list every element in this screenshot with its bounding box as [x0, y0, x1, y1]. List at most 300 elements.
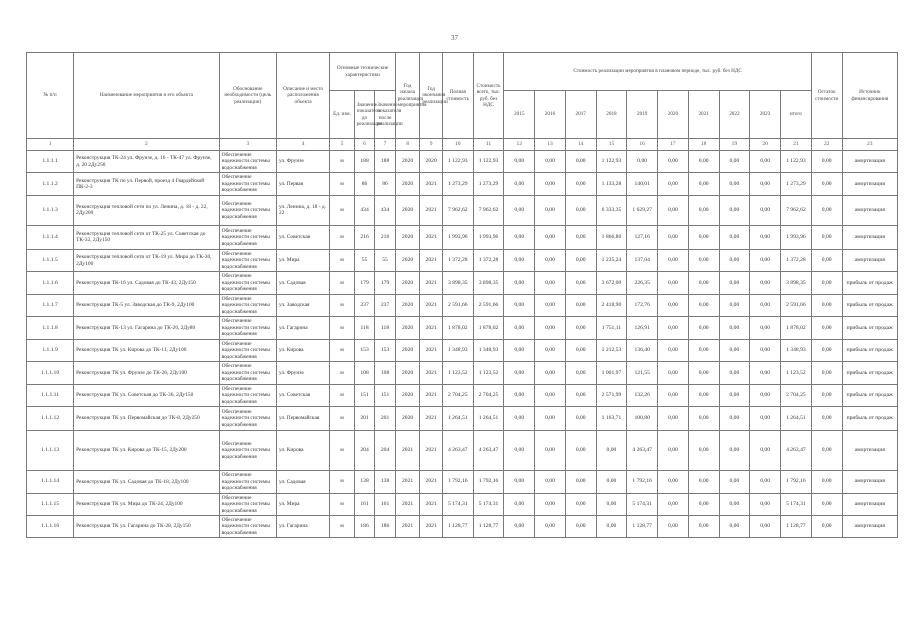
cost-total: 2 591,66 [473, 294, 504, 316]
unit-cell: м [330, 384, 355, 406]
year-cost: 0,00 [535, 384, 566, 406]
year-end: 2021 [420, 195, 443, 225]
location-cell: ул. Садовая [276, 471, 329, 493]
year-cost: 0,00 [688, 407, 719, 431]
year-cost: 0,00 [719, 362, 750, 384]
object-name: Реконструкция тепловой сети от ТК-25 ул. Советская до ТК-32, 2Ду150 [74, 225, 219, 249]
purpose-cell: Обеспечение надежности системы водоснабжения [219, 407, 276, 431]
column-index-cell: 23 [842, 139, 897, 151]
year-cost: 0,00 [504, 173, 535, 195]
year-cost: 0,00 [719, 317, 750, 339]
cost-total: 1 122,93 [473, 151, 504, 173]
year-total: 1 878,02 [780, 317, 811, 339]
year-cost: 137,04 [627, 249, 658, 271]
purpose-cell: Обеспечение надежности системы водоснабжения [219, 225, 276, 249]
column-index-cell: 20 [750, 139, 781, 151]
year-cost: 0,00 [627, 151, 658, 173]
column-index-cell: 4 [276, 139, 329, 151]
year-cost: 1 792,16 [627, 471, 658, 493]
row-number: 1.1.1.13 [27, 431, 74, 471]
year-total: 2 704,25 [780, 384, 811, 406]
value-after: 108 [375, 362, 396, 384]
source-cell: амортизация [842, 249, 897, 271]
cost-full: 1 273,29 [442, 173, 473, 195]
year-cost: 0,00 [565, 515, 596, 537]
object-name: Реконструкция тепловой сети по ул. Ленина, д. 18 - д. 22, 2Ду200 [74, 195, 219, 225]
year-cost: 0,00 [719, 195, 750, 225]
column-index-cell: 22 [811, 139, 842, 151]
year-end: 2021 [420, 407, 443, 431]
object-name: Реконструкция ТК-16 ул. Садовая до ТК-43, 2Ду150 [74, 272, 219, 294]
source-cell: прибыль от продаж [842, 272, 897, 294]
year-cost: 0,00 [658, 151, 689, 173]
year-start: 2020 [395, 173, 420, 195]
purpose-cell: Обеспечение надежности системы водоснабжения [219, 272, 276, 294]
year-total: 3 898,35 [780, 272, 811, 294]
row-number: 1.1.1.10 [27, 362, 74, 384]
header-year-end: Год окончания реализации [420, 53, 443, 139]
year-start: 2021 [395, 493, 420, 515]
source-cell: прибыль от продаж [842, 339, 897, 361]
year-cost: 0,00 [719, 384, 750, 406]
year-cost: 226,35 [627, 272, 658, 294]
year-cost: 1 751,11 [596, 317, 627, 339]
year-cost: 2 418,90 [596, 294, 627, 316]
year-cost: 0,00 [565, 317, 596, 339]
year-cost: 0,00 [535, 515, 566, 537]
year-cost: 0,00 [658, 362, 689, 384]
year-start: 2021 [395, 471, 420, 493]
year-start: 2020 [395, 151, 420, 173]
value-after: 237 [375, 294, 396, 316]
year-cost: 0,00 [535, 493, 566, 515]
location-cell: ул. Советская [276, 384, 329, 406]
column-index-cell: 21 [780, 139, 811, 151]
year-cost: 0,00 [750, 317, 781, 339]
year-cost: 5 174,31 [627, 493, 658, 515]
object-name: Реконструкция ТК-5 ул. Заводская до ТК-9, 2Ду100 [74, 294, 219, 316]
column-index-cell: 19 [719, 139, 750, 151]
cost-total: 1 878,02 [473, 317, 504, 339]
year-cost: 0,00 [565, 294, 596, 316]
header-purpose: Обоснование необходимости (цель реализации) [219, 53, 276, 139]
header-year: 2020 [658, 91, 689, 139]
cost-total: 1 372,28 [473, 249, 504, 271]
remaining-cell: 0,00 [811, 493, 842, 515]
year-cost: 0,00 [565, 249, 596, 271]
value-before: 186 [354, 515, 374, 537]
year-cost: 0,00 [535, 249, 566, 271]
column-index-cell: 17 [658, 139, 689, 151]
location-cell: ул. Первомайская [276, 407, 329, 431]
value-before: 151 [354, 384, 374, 406]
year-cost: 0,00 [658, 384, 689, 406]
cost-total: 2 704,25 [473, 384, 504, 406]
year-cost: 0,00 [719, 272, 750, 294]
year-cost: 0,00 [750, 384, 781, 406]
cost-total: 1 128,77 [473, 515, 504, 537]
remaining-cell: 0,00 [811, 173, 842, 195]
year-cost: 132,26 [627, 384, 658, 406]
object-name: Реконструкция ТК ул. Мира до ТК-24, 2Ду100 [74, 493, 219, 515]
column-index-cell: 8 [395, 139, 420, 151]
column-index-cell: 18 [688, 139, 719, 151]
year-cost: 1 235,24 [596, 249, 627, 271]
year-cost: 0,00 [750, 515, 781, 537]
table-row [27, 195, 898, 225]
year-cost: 0,00 [719, 339, 750, 361]
cost-full: 1 348,93 [442, 339, 473, 361]
year-cost: 1 866,80 [596, 225, 627, 249]
table-row [27, 515, 898, 537]
source-cell: амортизация [842, 431, 897, 471]
year-start: 2020 [395, 225, 420, 249]
header-year: 2015 [504, 91, 535, 139]
header-year: 2022 [719, 91, 750, 139]
year-total: 1 122,93 [780, 151, 811, 173]
purpose-cell: Обеспечение надежности системы водоснабжения [219, 249, 276, 271]
cost-full: 2 704,25 [442, 384, 473, 406]
year-cost: 1 001,97 [596, 362, 627, 384]
year-start: 2020 [395, 294, 420, 316]
location-cell: ул. Ленина, д. 18 - д. 22 [276, 195, 329, 225]
year-start: 2020 [395, 407, 420, 431]
value-after: 55 [375, 249, 396, 271]
cost-full: 1 264,51 [442, 407, 473, 431]
year-cost: 0,00 [719, 407, 750, 431]
object-name: Реконструкция ТК ул. Фрунзе до ТК-26, 2Ду100 [74, 362, 219, 384]
year-cost: 0,00 [719, 515, 750, 537]
object-name: Реконструкция ТК по ул. Первой, проезд 4 Гвардейской ПК-2-3 [74, 173, 219, 195]
year-cost: 0,00 [565, 471, 596, 493]
year-cost: 0,00 [750, 471, 781, 493]
year-cost: 0,00 [535, 317, 566, 339]
row-number: 1.1.1.6 [27, 272, 74, 294]
remaining-cell: 0,00 [811, 431, 842, 471]
year-total: 1 264,51 [780, 407, 811, 431]
year-cost: 1 133,28 [596, 173, 627, 195]
location-cell: ул. Кирова [276, 431, 329, 471]
year-cost: 1 163,71 [596, 407, 627, 431]
row-number: 1.1.1.9 [27, 339, 74, 361]
value-before: 86 [354, 173, 374, 195]
value-before: 179 [354, 272, 374, 294]
year-cost: 0,00 [658, 407, 689, 431]
table-row [27, 362, 898, 384]
investment-table [26, 52, 898, 538]
year-cost: 100,80 [627, 407, 658, 431]
table-row [27, 151, 898, 173]
unit-cell: м [330, 195, 355, 225]
year-cost: 0,00 [535, 362, 566, 384]
object-name: Реконструкция ТК ул. Кирова до ТК-15, 2Ду200 [74, 431, 219, 471]
column-index-cell: 12 [504, 139, 535, 151]
unit-cell: м [330, 294, 355, 316]
year-cost: 0,00 [596, 493, 627, 515]
year-cost: 0,00 [750, 249, 781, 271]
year-cost: 0,00 [658, 173, 689, 195]
year-cost: 0,00 [658, 493, 689, 515]
header-year: 2021 [688, 91, 719, 139]
year-cost: 0,00 [750, 195, 781, 225]
cost-total: 7 962,62 [473, 195, 504, 225]
year-cost: 0,00 [565, 151, 596, 173]
unit-cell: м [330, 493, 355, 515]
year-cost: 0,00 [719, 151, 750, 173]
cost-total: 4 263,47 [473, 431, 504, 471]
row-number: 1.1.1.4 [27, 225, 74, 249]
cost-full: 3 898,35 [442, 272, 473, 294]
cost-total: 1 993,96 [473, 225, 504, 249]
year-cost: 0,00 [719, 225, 750, 249]
year-start: 2020 [395, 272, 420, 294]
year-cost: 0,00 [535, 407, 566, 431]
row-number: 1.1.1.7 [27, 294, 74, 316]
year-start: 2020 [395, 195, 420, 225]
year-start: 2021 [395, 515, 420, 537]
year-cost: 4 263,47 [627, 431, 658, 471]
year-end: 2021 [420, 384, 443, 406]
column-index-cell: 5 [330, 139, 355, 151]
purpose-cell: Обеспечение надежности системы водоснабжения [219, 173, 276, 195]
purpose-cell: Обеспечение надежности системы водоснабжения [219, 493, 276, 515]
page-number: 37 [451, 34, 458, 42]
column-index-cell: 2 [74, 139, 219, 151]
year-cost: 121,55 [627, 362, 658, 384]
year-end: 2021 [420, 515, 443, 537]
unit-cell: м [330, 317, 355, 339]
object-name: Реконструкция ТК ул. Гагарина до ТК-28, 2Ду150 [74, 515, 219, 537]
cost-total: 1 273,29 [473, 173, 504, 195]
year-total: 1 372,28 [780, 249, 811, 271]
object-name: Реконструкция ТК-13 ул. Гагарина до ТК-20, 2Ду80 [74, 317, 219, 339]
table-row [27, 272, 898, 294]
year-cost: 0,00 [688, 317, 719, 339]
column-index-cell: 7 [375, 139, 396, 151]
year-cost: 127,16 [627, 225, 658, 249]
year-start: 2020 [395, 339, 420, 361]
object-name: Реконструкция ТК ул. Кирова до ТК-11, 2Ду100 [74, 339, 219, 361]
year-cost: 0,00 [688, 339, 719, 361]
year-cost: 0,00 [719, 173, 750, 195]
value-after: 118 [375, 317, 396, 339]
remaining-cell: 0,00 [811, 225, 842, 249]
remaining-cell: 0,00 [811, 249, 842, 271]
source-cell: амортизация [842, 515, 897, 537]
year-cost: 0,00 [565, 384, 596, 406]
year-cost: 1 629,27 [627, 195, 658, 225]
year-cost: 0,00 [658, 249, 689, 271]
year-start: 2020 [395, 362, 420, 384]
year-cost: 0,00 [535, 471, 566, 493]
unit-cell: м [330, 151, 355, 173]
remaining-cell: 0,00 [811, 195, 842, 225]
object-name: Реконструкция тепловой сети от ТК-19 ул. Мира до ТК-30, 2Ду100 [74, 249, 219, 271]
year-cost: 172,76 [627, 294, 658, 316]
remaining-cell: 0,00 [811, 362, 842, 384]
year-cost: 0,00 [535, 431, 566, 471]
object-name: Реконструкция ТК ул. Первомайская до ТК-8, 2Ду250 [74, 407, 219, 431]
year-cost: 0,00 [688, 272, 719, 294]
year-cost: 0,00 [565, 272, 596, 294]
year-start: 2021 [395, 431, 420, 471]
year-cost: 0,00 [535, 151, 566, 173]
year-end: 2021 [420, 225, 443, 249]
table-row [27, 493, 898, 515]
purpose-cell: Обеспечение надежности системы водоснабжения [219, 339, 276, 361]
year-total: 1 273,29 [780, 173, 811, 195]
column-index-cell: 16 [627, 139, 658, 151]
year-cost: 0,00 [658, 471, 689, 493]
year-cost: 0,00 [750, 339, 781, 361]
purpose-cell: Обеспечение надежности системы водоснабжения [219, 431, 276, 471]
year-end: 2021 [420, 173, 443, 195]
cost-full: 2 591,66 [442, 294, 473, 316]
table-body [27, 151, 898, 538]
year-cost: 0,00 [504, 407, 535, 431]
year-cost: 0,00 [719, 294, 750, 316]
unit-cell: м [330, 272, 355, 294]
year-cost: 0,00 [688, 471, 719, 493]
remaining-cell: 0,00 [811, 471, 842, 493]
value-before: 138 [354, 471, 374, 493]
year-cost: 0,00 [535, 195, 566, 225]
source-cell: прибыль от продаж [842, 384, 897, 406]
year-total: 5 174,31 [780, 493, 811, 515]
cost-full: 7 962,62 [442, 195, 473, 225]
header-year: 2017 [565, 91, 596, 139]
cost-full: 1 372,28 [442, 249, 473, 271]
table-row [27, 225, 898, 249]
column-index-cell: 13 [535, 139, 566, 151]
header-after: Значение показателя после реализации [375, 91, 396, 139]
year-cost: 0,00 [750, 431, 781, 471]
year-cost: 0,00 [565, 431, 596, 471]
row-number: 1.1.1.15 [27, 493, 74, 515]
source-cell: прибыль от продаж [842, 317, 897, 339]
year-total: 2 591,66 [780, 294, 811, 316]
unit-cell: м [330, 471, 355, 493]
value-before: 216 [354, 225, 374, 249]
year-cost: 0,00 [535, 339, 566, 361]
header-cost-prev: Полная стоимость [442, 53, 473, 139]
value-before: 434 [354, 195, 374, 225]
column-index-cell: 6 [354, 139, 374, 151]
value-after: 434 [375, 195, 396, 225]
year-cost: 0,00 [688, 195, 719, 225]
purpose-cell: Обеспечение надежности системы водоснабжения [219, 151, 276, 173]
year-cost: 0,00 [688, 151, 719, 173]
header-cost-total: Стоимость всего, тыс. руб. без НДС [473, 53, 504, 139]
cost-full: 1 792,16 [442, 471, 473, 493]
year-cost: 0,00 [504, 471, 535, 493]
remaining-cell: 0,00 [811, 317, 842, 339]
unit-cell: м [330, 339, 355, 361]
header-year: 2019 [627, 91, 658, 139]
year-cost: 0,00 [504, 151, 535, 173]
year-cost: 0,00 [719, 493, 750, 515]
year-cost: 0,00 [688, 225, 719, 249]
year-cost: 0,00 [688, 294, 719, 316]
column-index-cell: 3 [219, 139, 276, 151]
column-index-cell: 9 [420, 139, 443, 151]
year-total: 7 962,62 [780, 195, 811, 225]
source-cell: амортизация [842, 471, 897, 493]
cost-total: 1 123,52 [473, 362, 504, 384]
source-cell: амортизация [842, 151, 897, 173]
year-total: 1 348,93 [780, 339, 811, 361]
year-end: 2021 [420, 294, 443, 316]
year-cost: 0,00 [688, 515, 719, 537]
year-total: 1 128,77 [780, 515, 811, 537]
year-cost: 0,00 [688, 493, 719, 515]
cost-full: 1 993,96 [442, 225, 473, 249]
value-after: 204 [375, 431, 396, 471]
cost-total: 1 264,51 [473, 407, 504, 431]
year-end: 2020 [420, 151, 443, 173]
remaining-cell: 0,00 [811, 407, 842, 431]
year-end: 2021 [420, 493, 443, 515]
year-cost: 0,00 [658, 272, 689, 294]
unit-cell: м [330, 362, 355, 384]
year-end: 2021 [420, 317, 443, 339]
year-cost: 0,00 [504, 249, 535, 271]
header-tech-group: Основные технические характеристики [330, 53, 396, 91]
location-cell: ул. Мира [276, 493, 329, 515]
cost-full: 1 122,93 [442, 151, 473, 173]
location-cell: ул. Заводская [276, 294, 329, 316]
table-row [27, 249, 898, 271]
location-cell: ул. Фрунзе [276, 362, 329, 384]
object-name: Реконструкция ТК-24 ул. Фрунзе, д. 16 - ТК-47 ул. Фрунзе, д. 20 2Ду250 [74, 151, 219, 173]
cost-full: 4 263,47 [442, 431, 473, 471]
cost-total: 5 174,31 [473, 493, 504, 515]
value-before: 201 [354, 407, 374, 431]
value-before: 188 [354, 151, 374, 173]
year-end: 2021 [420, 249, 443, 271]
value-after: 188 [375, 151, 396, 173]
table-row [27, 339, 898, 361]
year-cost: 0,00 [504, 515, 535, 537]
column-index-cell: 10 [442, 139, 473, 151]
year-cost: 1 128,77 [627, 515, 658, 537]
value-after: 186 [375, 515, 396, 537]
unit-cell: м [330, 249, 355, 271]
year-cost: 0,00 [658, 431, 689, 471]
year-cost: 0,00 [750, 362, 781, 384]
year-total: 1 123,52 [780, 362, 811, 384]
row-number: 1.1.1.14 [27, 471, 74, 493]
header-before: Значение показателя до реализации [354, 91, 374, 139]
column-index-cell: 14 [565, 139, 596, 151]
header-remaining: Остаток стоимости [811, 53, 842, 139]
year-cost: 0,00 [565, 362, 596, 384]
column-index-cell: 11 [473, 139, 504, 151]
purpose-cell: Обеспечение надежности системы водоснабжения [219, 317, 276, 339]
unit-cell: м [330, 431, 355, 471]
year-cost: 0,00 [719, 471, 750, 493]
year-cost: 126,91 [627, 317, 658, 339]
value-after: 153 [375, 339, 396, 361]
year-cost: 0,00 [565, 407, 596, 431]
value-after: 86 [375, 173, 396, 195]
year-cost: 140,01 [627, 173, 658, 195]
remaining-cell: 0,00 [811, 272, 842, 294]
year-cost: 0,00 [658, 225, 689, 249]
year-cost: 0,00 [750, 294, 781, 316]
row-number: 1.1.1.5 [27, 249, 74, 271]
year-cost: 0,00 [688, 362, 719, 384]
